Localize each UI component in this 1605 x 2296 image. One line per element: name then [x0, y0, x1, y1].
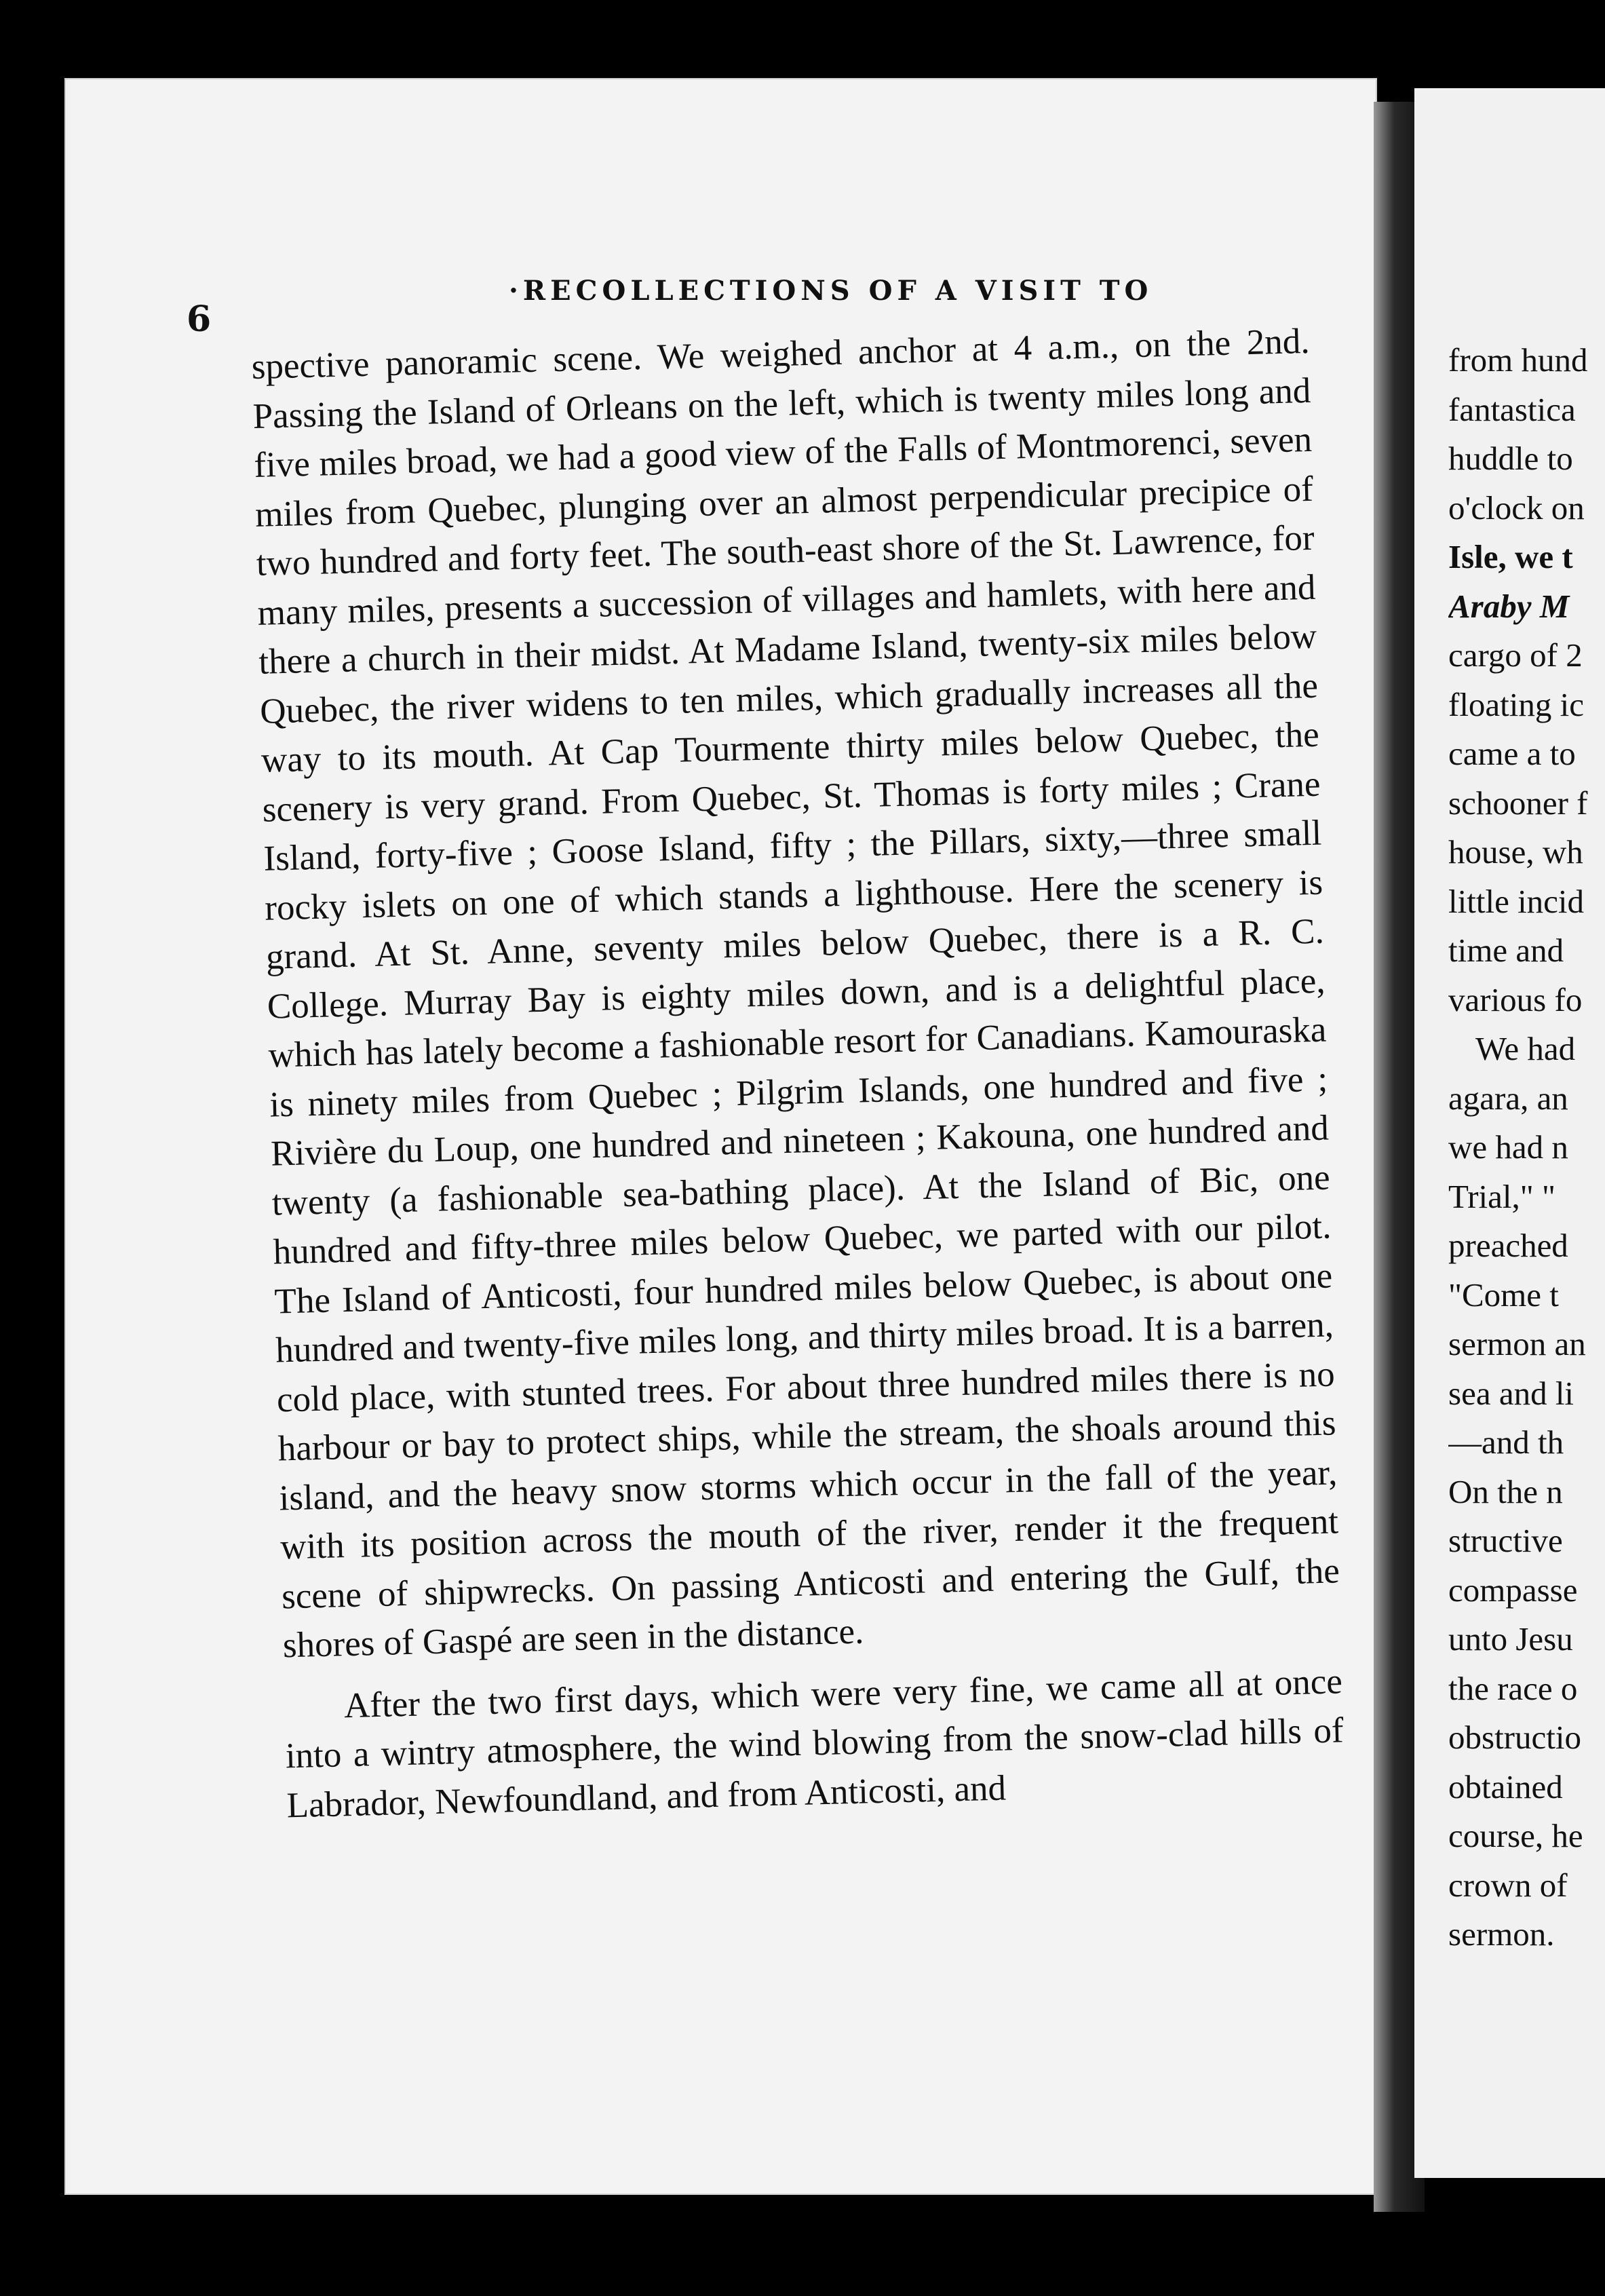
- right-page-line: Trial," ": [1448, 1177, 1556, 1215]
- right-page-line: Isle, we t: [1448, 538, 1573, 575]
- right-page-line: course, he: [1448, 1817, 1583, 1854]
- right-page-line: house, wh: [1448, 833, 1583, 870]
- paragraph: After the two first days, which were very fine, we came all at once into a wintry atmosphere, the wind blowing from the snow-clad hills of Labrador, Newfoundland, and from Anticosti, and: [285, 1661, 1345, 1825]
- right-page-line: sermon an: [1448, 1325, 1586, 1362]
- right-page-line: sermon.: [1448, 1915, 1555, 1953]
- paragraph: spective panoramic scene. We weighed anchor at 4 a.m., on the 2nd. Passing the Island of Orleans on the left, which is twenty miles long and five miles broad, we had a good view of the Falls of Montmorenci, seven miles from Quebec, plunging over an almost perpendicular precipice of two hundred and forty feet. The south-east shore of the St. Lawrence, for many miles, presents a succession of villages and hamlets, with here and there a church in their midst. At Madame Island, twenty-six miles below Quebec, the river widens to ten miles, which gradually increases all the way to its mouth. At Cap Tourmente thirty miles below Quebec, the scenery is very grand. From Quebec, St. Thomas is forty miles ; Crane Island, forty-five ; Goose Island, fifty ; the Pillars, sixty,—three small rocky islets on one of which stands a lighthouse. Here the scenery is grand. At St. Anne, seventy miles below Quebec, there is a R. C. College. Murray Bay is eighty miles down, and is a delightful place, which has lately become a fashionable resort for Canadians. Kamouraska is ninety miles from Quebec ; Pilgrim Islands, one hundred and five ; Rivière du Loup, one hundred and nineteen ; Kakouna, one hundred and twenty (a fashionable sea-bathing place). At the Island of Bic, one hundred and fifty-three miles below Quebec, we parted with our pilot. The Island of Anticosti, four hundred miles below Quebec, is about one hundred and twenty-five miles long, and thirty miles broad. It is a barren, cold place, with stunted trees. For about three hundred miles there is no harbour or bay to protect ships, while the stream, the shoals around this island, and the heavy snow storms which occur in the fall of the year, with its position across the mouth of the river, render it the frequent scene of shipwrecks. On passing Anticosti and entering the Gulf, the shores of Gaspé are seen in the distance.: [251, 321, 1340, 1666]
- right-page-line: obtained: [1448, 1767, 1563, 1805]
- left-page-body: [251, 317, 1345, 1830]
- right-page-line: On the n: [1448, 1472, 1563, 1510]
- right-page-line: huddle to: [1448, 440, 1573, 477]
- right-page-line: compasse: [1448, 1571, 1578, 1609]
- right-page-line: floating ic: [1448, 685, 1585, 723]
- right-page-line: We had: [1475, 1030, 1576, 1067]
- right-page-line: schooner f: [1448, 784, 1588, 822]
- right-page-line: the race o: [1448, 1669, 1578, 1707]
- right-page-body: [1448, 336, 1605, 1959]
- right-page-line: obstructio: [1448, 1719, 1581, 1756]
- right-page-line: time and: [1448, 932, 1564, 969]
- right-page-line: we had n: [1448, 1128, 1568, 1166]
- right-page-line: came a to: [1448, 735, 1576, 772]
- right-page-line: unto Jesu: [1448, 1620, 1573, 1658]
- right-page-line: o'clock on: [1448, 489, 1585, 527]
- right-page-line: —and th: [1448, 1423, 1564, 1461]
- right-page-line: agara, an: [1448, 1079, 1568, 1117]
- right-page-line: cargo of 2: [1448, 636, 1583, 674]
- right-page-line: various fo: [1448, 980, 1583, 1018]
- right-page-line: preached: [1448, 1227, 1568, 1264]
- right-page-line: sea and li: [1448, 1374, 1574, 1412]
- right-page-line: crown of: [1448, 1866, 1568, 1904]
- right-page-line: from hund: [1448, 341, 1588, 379]
- running-head: ·RECOLLECTIONS OF A VISIT TO: [509, 275, 1153, 307]
- page-number: 6: [187, 299, 212, 340]
- right-page-line: structive: [1448, 1522, 1563, 1559]
- right-page-line: fantastica: [1448, 390, 1576, 428]
- right-page-line: little incid: [1448, 882, 1585, 920]
- right-page-line: "Come t: [1448, 1276, 1559, 1314]
- right-page-line: Araby M: [1448, 587, 1570, 625]
